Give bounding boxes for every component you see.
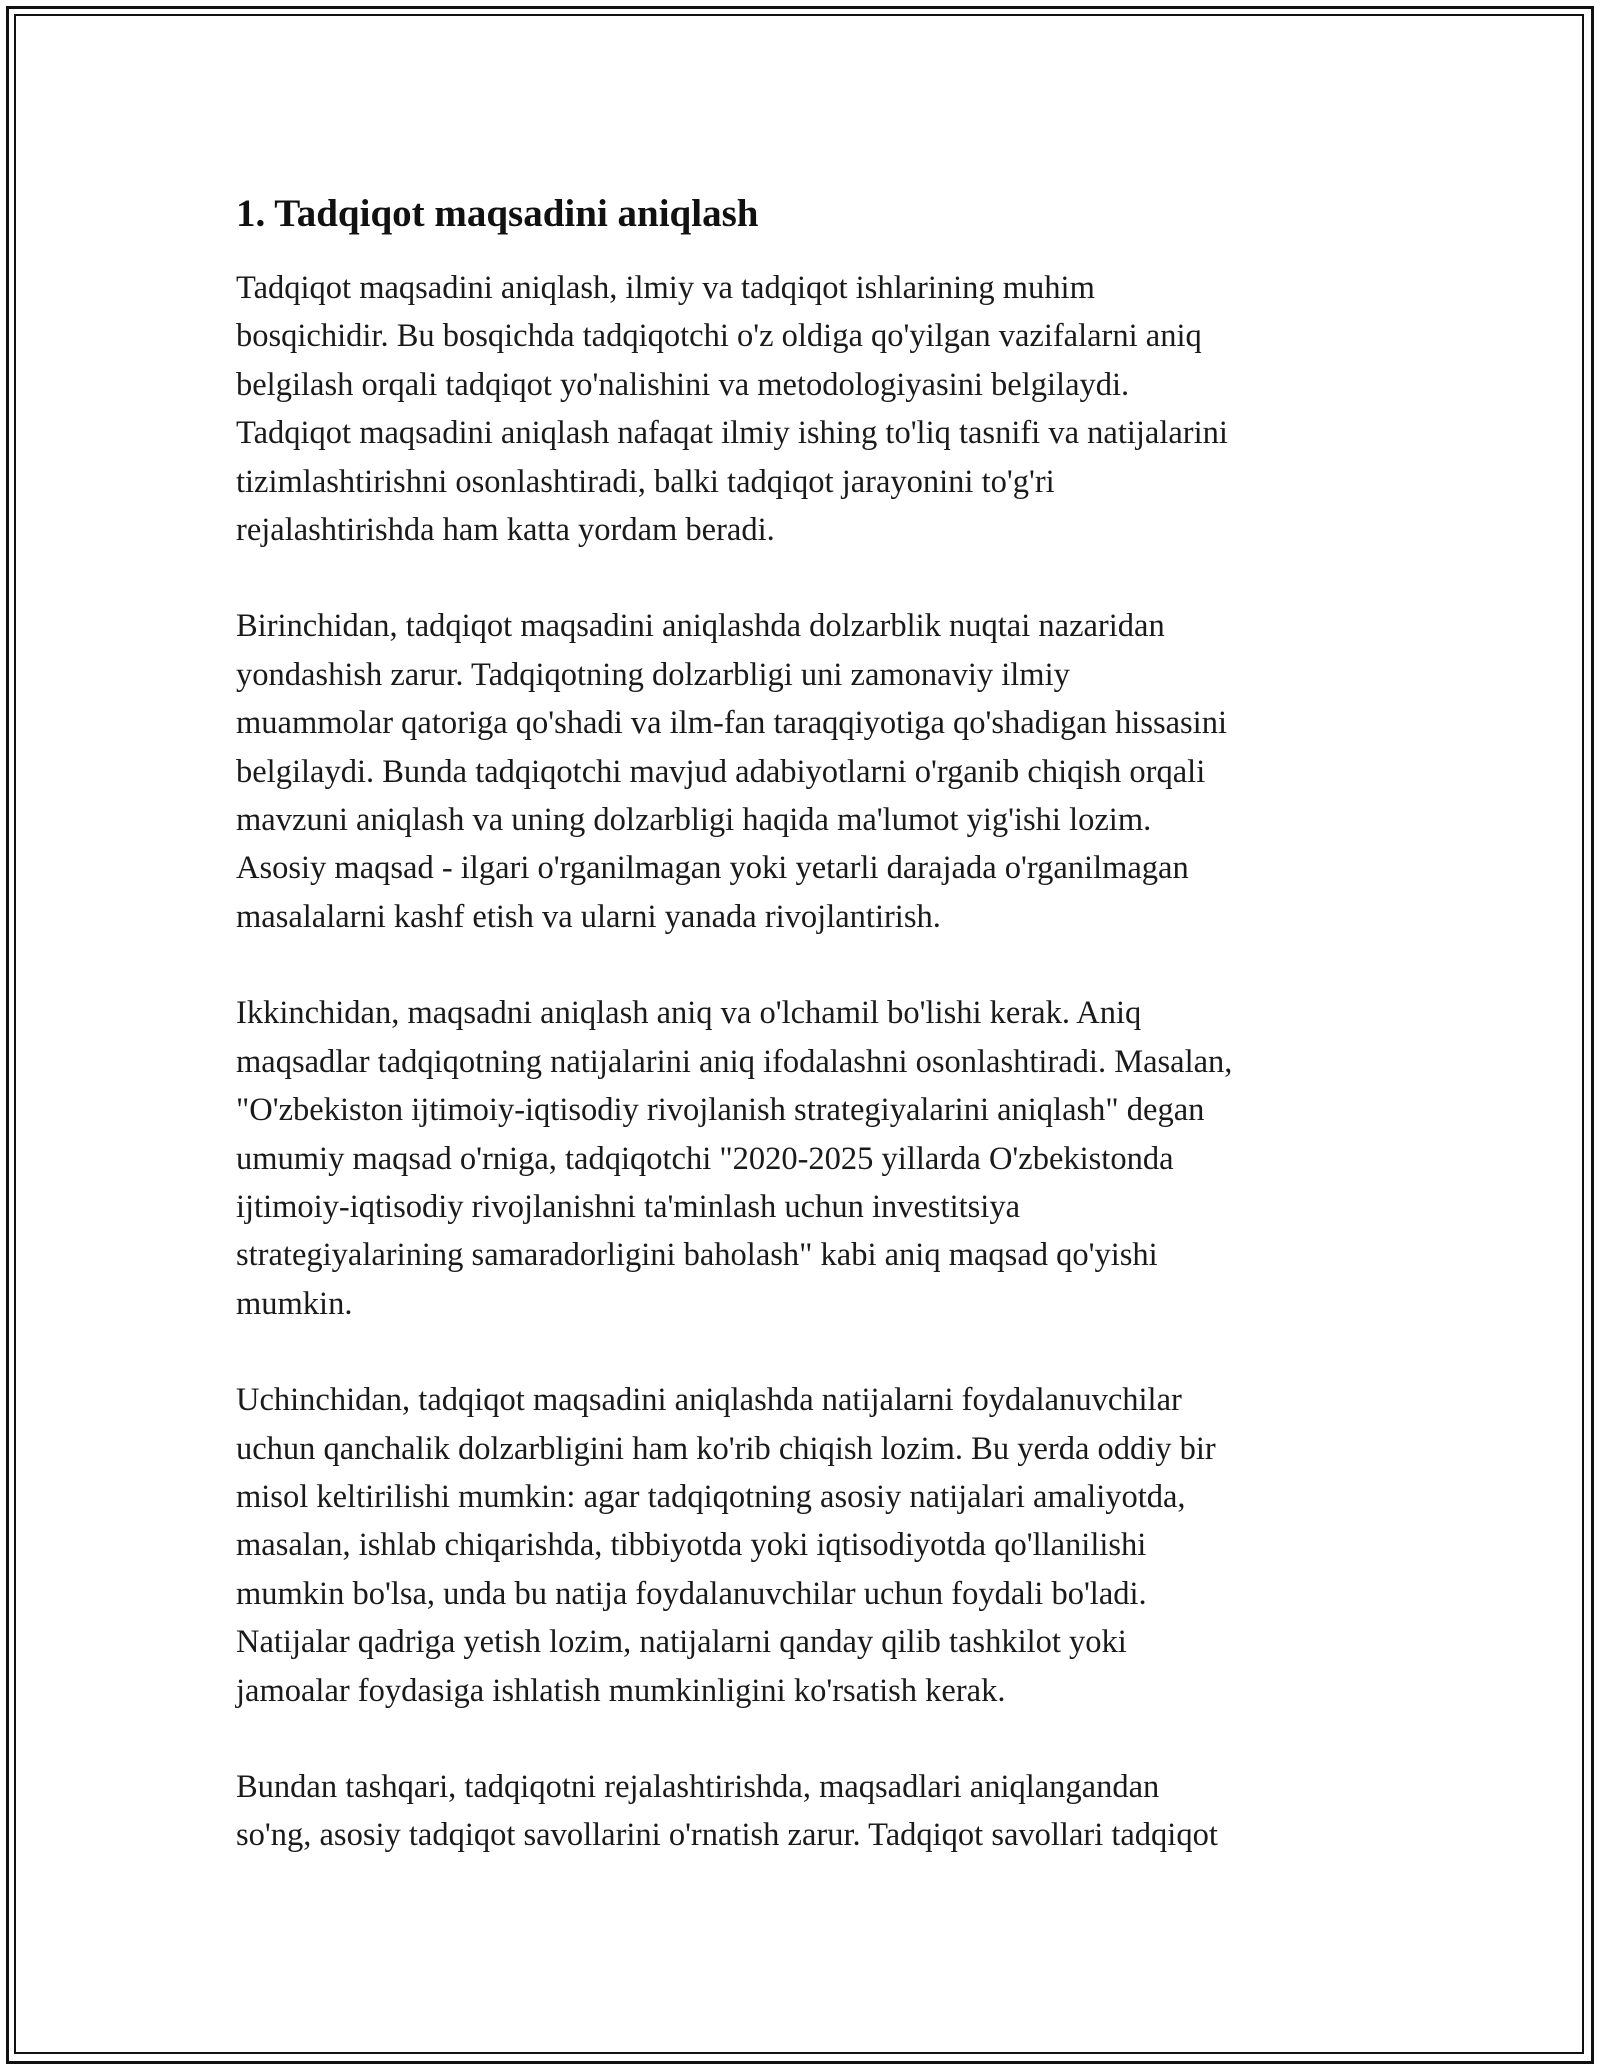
text-line: ijtimoiy-iqtisodiy rivojlanishni ta'minlash uchun investitsiya — [236, 1188, 1020, 1225]
text-line: maqsadlar tadqiqotning natijalarini aniq ifodalashni osonlashtiradi. Masalan, — [236, 1043, 1233, 1080]
text-line: "O'zbekiston ijtimoiy-iqtisodiy rivojlanish strategiyalarini aniqlash" degan — [236, 1092, 1205, 1129]
section-heading: 1. Tadqiqot maqsadini aniqlash — [236, 192, 759, 235]
text-line: Bundan tashqari, tadqiqotni rejalashtirishda, maqsadlari aniqlangandan — [236, 1768, 1160, 1805]
paragraph-5 — [236, 1763, 1386, 1860]
paragraph-2 — [236, 602, 1386, 941]
text-line: mavzuni aniqlash va uning dolzarbligi haqida ma'lumot yig'ishi lozim. — [236, 802, 1152, 839]
text-line: Tadqiqot maqsadini aniqlash nafaqat ilmiy ishing to'liq tasnifi va natijalarini — [236, 415, 1228, 452]
text-line: Asosiy maqsad - ilgari o'rganilmagan yoki yetarli darajada o'rganilmagan — [236, 850, 1189, 887]
text-line: masalalarni kashf etish va ularni yanada rivojlantirish. — [236, 898, 941, 935]
text-line: rejalashtirishda ham katta yordam beradi. — [236, 512, 775, 549]
paragraph-3 — [236, 989, 1386, 1328]
text-line: misol keltirilishi mumkin: agar tadqiqotning asosiy natijalari amaliyotda, — [236, 1478, 1186, 1515]
text-line: uchun qanchalik dolzarbligini ham ko'rib chiqish lozim. Bu yerda oddiy bir — [236, 1430, 1216, 1467]
text-line: tizimlashtirishni osonlashtiradi, balki tadqiqot jarayonini to'g'ri — [236, 463, 1055, 500]
text-line: masalan, ishlab chiqarishda, tibbiyotda yoki iqtisodiyotda qo'llanilishi — [236, 1527, 1147, 1564]
text-line: mumkin bo'lsa, unda bu natija foydalanuvchilar uchun foydali bo'ladi. — [236, 1575, 1147, 1612]
paragraph-4 — [236, 1376, 1386, 1715]
document-page — [236, 186, 1386, 1908]
text-line: belgilaydi. Bunda tadqiqotchi mavjud adabiyotlarni o'rganib chiqish orqali — [236, 753, 1206, 790]
text-line: Uchinchidan, tadqiqot maqsadini aniqlashda natijalarni foydalanuvchilar — [236, 1382, 1182, 1419]
text-line: strategiyalarining samaradorligini baholash" kabi aniq maqsad qo'yishi — [236, 1237, 1158, 1274]
text-line: mumkin. — [236, 1285, 353, 1322]
text-line: Natijalar qadriga yetish lozim, natijalarni qanday qilib tashkilot yoki — [236, 1624, 1127, 1661]
text-line: Birinchidan, tadqiqot maqsadini aniqlashda dolzarblik nuqtai nazaridan — [236, 608, 1165, 645]
text-line: belgilash orqali tadqiqot yo'nalishini va metodologiyasini belgilaydi. — [236, 366, 1130, 403]
paragraph-1 — [236, 264, 1386, 554]
text-line: Ikkinchidan, maqsadni aniqlash aniq va o'lchamil bo'lishi kerak. Aniq — [236, 995, 1142, 1032]
text-line: so'ng, asosiy tadqiqot savollarini o'rnatish zarur. Tadqiqot savollari tadqiqot — [236, 1817, 1218, 1854]
text-line: bosqichidir. Bu bosqichda tadqiqotchi o'z oldiga qo'yilgan vazifalarni aniq — [236, 318, 1202, 355]
text-line: jamoalar foydasiga ishlatish mumkinligini ko'rsatish kerak. — [236, 1672, 1006, 1709]
text-line: yondashish zarur. Tadqiqotning dolzarbligi uni zamonaviy ilmiy — [236, 656, 1070, 693]
text-line: Tadqiqot maqsadini aniqlash, ilmiy va tadqiqot ishlarining muhim — [236, 270, 1095, 306]
text-line: muammolar qatoriga qo'shadi va ilm-fan taraqqiyotiga qo'shadigan hissasini — [236, 705, 1227, 742]
text-line: umumiy maqsad o'rniga, tadqiqotchi "2020-2025 yillarda O'zbekistonda — [236, 1140, 1174, 1177]
